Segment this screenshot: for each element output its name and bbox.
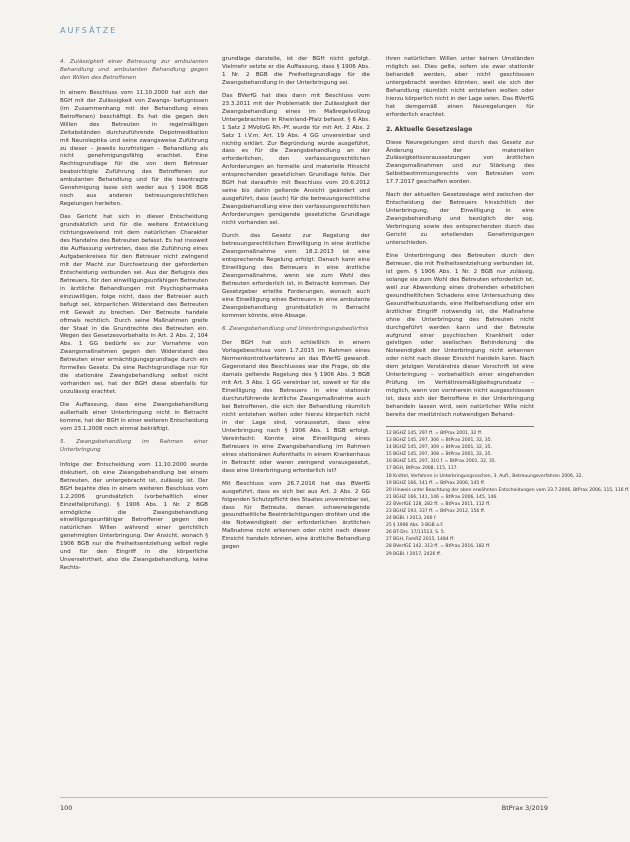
paragraph: Nach der aktuellen Gesetzeslage wird zwischen der Entscheidung der Betreuers hinsichtlich der Unterbringung, der Einwilligung in eine Zwangsbehandlung und bezüglich der sog. Verbringung sowie des entsprechenden durch das Gericht zu erteilenden Genehmigungen unterschieden. (386, 192, 534, 247)
footnote: 26 BT-Drs. 17/11513, S. 5. (386, 530, 446, 536)
paragraph: Das BVerfG hat dies dann mit Beschluss vom 23.3.2011 mit der Problematik der Zulässigkeit der Zwangsbehandlung eines im Maßregelvollzug Untergebrachten in Rheinland-Pfalz befasst. § 6 Abs. 1 Satz 2 MVollzG Rh.-Pf. wurde für mit Art. 2 Abs. 2 Satz 1 i.V.m. Art. 19 Abs. 4 GG unvereinbar und nichtig erklärt. Zur Begründung wurde ausgeführt, dass es für die Zwangsbehandlung an der erforderlichen, den verfassungsrechtlichen Anforderungen an formelle und materielle Hinsicht entsprechenden gesetzlichen Grundlage fehle. Der BGH hat daraufhin mit Beschluss vom 20.6.2012 seine bis dahin geltende Ansicht geändert und ausgeführt, dass (auch) für die betreuungsrechtliche Zwangsbehandlung eine den verfassungsrechtlichen Anforderungen genügende gesetzliche Grundlage nicht vorhanden sei. (222, 92, 370, 227)
column-left (60, 56, 208, 578)
footnote: 28 BVerfGE 142, 313 ff. = BtPrax 2016, 182 ff. (386, 544, 491, 550)
paragraph: Mit Beschluss vom 26.7.2016 hat das BVerfG ausgeführt, dass es sich bei aus Art. 2 Abs. 2 GG folgenden Schutzpflicht des Staates unvereinbar sei, dass für Betreute, denen schwerwiegende gesundheitliche Beeinträchtigungen drohten und die die Notwendigkeit der erforderlichen ärztlichen Maßnahme nicht erkennen oder nicht nach dieser Einsicht handeln können, eine ärztliche Behandlung gegen (222, 480, 370, 551)
footnote: 22 BVerfGE 128, 282 ff. = BtPrax 2011, 112 ff. (386, 501, 491, 507)
paragraph: Diese Neuregelungen sind durch das Gesetz zur Änderung der materiellen Zulässigkeitsvoraussetzungen von ärztlichen Zwangsmaßnahmen und zur Stärkung des Selbstbestimmungsrechts von Betreuten vom 17.7.2017 geschaffen worden. (386, 139, 534, 186)
paragraph: Infolge der Entscheidung vom 11.10.2000 wurde diskutiert, ob eine Zwangsbehandlung bei einem Betreuten, der untergebracht ist, zulässig ist. Der BGH bejahte dies in einem weiteren Beschluss vom 1.2.2006 grundsätzlich (vorbehaltlich einer Einzelfallprüfung). § 1906 Abs. 1 Nr. 2 BGB ermögliche die Zwangsbehandlung einwilligungsunfähiger Betroffener gegen den natürlichen Willen während einer gerichtlich genehmigten Unterbringung. Der Ansicht, wonach § 1906 BGB nur die Freiheitsentziehung selbst regle und für den Eingriff in die körperliche Unversehrtheit, also die Zwangsbehandlung, keine Rechts- (60, 461, 208, 572)
column-right (386, 56, 630, 558)
footnote: 23 BGHZ 193, 337 ff. = BtPrax 2012, 156 ff. (386, 509, 486, 515)
footnotes (386, 426, 630, 558)
footnote: 14 BGHZ 145, 297, 309 = BtPrax 2001, 32, 35. (386, 445, 492, 451)
footnote: 24 BGBl. I 2013, 266 f. (386, 516, 437, 522)
paragraph: ihren natürlichen Willen unter keinen Umständen möglich sei. Dies gelte, sofern sie zwar stationär behandelt werden, aber nicht geschlossen untergebracht werden könnten, weil sie sich der Behandlung räumlich nicht entziehen wollen oder hierzu körperlich nicht in der Lage seien. Das BVerfG hat demgemäß einen Neuregelungen für erforderlich erachtet. (386, 56, 534, 118)
footnote: 13 BGHZ 145, 297, 306 = BtPrax 2001, 32, 35. (386, 438, 492, 444)
subheading: 5. Zwangsbehandlung im Rahmen einer Unterbringung (60, 438, 208, 453)
page-number: 100 (60, 804, 73, 812)
paragraph: Das Gericht hat sich in dieser Entscheidung grundsätzlich und für die weitere Entwicklung richtungsweisend mit dem natürlichen Charakter des Handelns des Betreuten befasst. Es hat insoweit die Auffassung vertreten, dass die Zuführung eines Aufgabenkreises für den Betreuer nicht zwingend mit der Macht zur Durchsetzung der geforderten Entscheidung verbunden sei. Aus der Befugnis des Betreuers, für den einwilligungsunfähigen Betreuten in ärztliche Behandlungen mit Psychopharmaka einzuwilligen, folge nicht, dass der Betreuer auch befugt sei, körperlichen Widerstand des Betreuten mit Gewalt zu brechen. Der Betreute handele oftmals rechtlich. Durch seine Maßnahmen greife der Staat in die Grundrechte des Betreuten ein. Wegen des Gesetzesvorbehalts in Art. 2 Abs. 2, 104 Abs. 1 GG bedürfe es zur Vornahme von Zwangsmaßnahmen gegen den Widerstand des Betreuten einer ermächtigungsgrundlage durch ein formelles Gesetz. Da eine Rechtsgrundlage nur für die stationäre Zwangsbehandlung selbst nicht vorhanden sei, hat der BGH diese ebenfalls für unzulässig erachtet. (60, 214, 208, 396)
journal-issue: BtPrax 3/2019 (501, 804, 548, 812)
paragraph: Die Auffassung, dass eine Zwangsbehandlung außerhalb einer Unterbringung nicht in Betracht komme, hat der BGH in einer weiteren Entscheidung vom 23.1.2008 noch einmal bekräftigt. (60, 402, 208, 432)
footnote: 21 BGHZ 166, 141, 146 = BtPrax 2006, 145, 146. (386, 494, 498, 500)
paragraph: Durch das Gesetz zur Regelung der betreuungsrechtlichen Einwilligung in eine ärztliche Zwangsmaßnahme vom 18.2.2013 ist eine entsprechende Regelung erfolgt. Danach kann eine Einwilligung des Betreuers in eine ärztliche Zwangsmaßnahme, wenn sie zum Wohl des Betreuten erforderlich ist, in Betracht kommen. Der Gesetzgeber erteilte Forderungen, wonach auch eine Einwilligung eines Betreuers in eine ambulante Zwangsbehandlung grundsätzlich in Betracht kommen könnte, eine Absage. (222, 233, 370, 319)
footnote: 15 BGHZ 145, 297, 308 = BtPrax 2001, 32, 35. (386, 452, 492, 458)
footnote: 20 Hinweis unter Beachtung der oben erwähnten Entscheidungen vom 23.7.2006, BtPrax 2006, 115, 116 ff. (386, 487, 630, 493)
footnote: 19 BGHZ 166, 141 ff. = BtPrax 2006, 145 ff. (386, 480, 486, 486)
footnote: 25 § 1906 Abs. 3 BGB a.F. (386, 523, 444, 529)
paragraph: Eine Unterbringung des Betreuten durch den Betreuer, die mit Freiheitsentziehung verbunden ist, ist gem. § 1906 Abs. 1 Nr. 2 BGB nur zulässig, solange sie zum Wohl des Betreuten erforderlich ist, weil zur Abwendung eines drohenden erheblichen gesundheitlichen Schadens eine Untersuchung des Gesundheitszustands, eine Heilbehandlung oder ein ärztlicher Eingriff notwendig ist, die Maßnahme ohne die Unterbringung des Betreuten nicht durchgeführt werden kann und der Betreute aufgrund einer psychischen Krankheit oder geistigen oder seelischen Behinderung die Notwendigkeit der Unterbringung nicht erkennen oder nicht nach dieser Einsicht handeln kann. Nach dem jetzigen Verständnis dieser Vorschrift ist eine Unterbringung – vorbehaltlich einer eingehenden Prüfung im Verhältnismäßigkeitsgrundsatz – möglich, wenn von vornherein nicht ausgeschlossen ist, dass sich der Betroffene in der Unterbringung behandeln lassen wird, sein natürlicher Wille nicht bereits der medizinisch notwendigen Behand- (386, 252, 534, 419)
paragraph: Der BGH hat sich schließlich in einem Vorlagebeschluss vom 1.7.2015 im Rahmen eines Normenkontrollverfahrens an das BVerfG gewandt. Gegenstand des Beschlusses war die Frage, ob die damals geltende Regelung des § 1906 Abs. 3 BGB mit Art. 3 Abs. 1 GG vereinbar ist, soweit er für die Einwilligung des Betreuers in eine stationär durchzuführende ärztliche Zwangsmaßnahme auch bei Betroffenen, die sich der Behandlung räumlich nicht entziehen wollen oder hierzu körperlich nicht in der Lage sind, voraussetzt, dass eine Unterbringung nach § 1906 Abs. 1 BGB erfolgt. Vereinfacht: Konnte eine Einwilligung eines Betreuers in eine Zwangsbehandlung im Rahmen eines stationären Aufenthalts in einem Krankenhaus in Betracht oder waren zwingend vorausgesetzt, dass eine Unterbringung erforderlich ist? (222, 340, 370, 474)
column-middle (222, 56, 370, 557)
footnote: 12 BGHZ 145, 297 ff. = BtPrax 2001, 32 ff. (386, 430, 483, 436)
paragraph: In einem Beschluss vom 11.10.2000 hat sich der BGH mit der Zulässigkeit von Zwangs- befugnissen (im Zusammenhang mit der Behandlung eines Betroffenen) beschäftigt. Es hat die gegen den Willen des Betreuten in regelmäßigen Zeitabständen durchzuführende Depotmedikation mit Neuroleptika und seine zwangsweise Zuführung zu dieser – jeweils kurzfristigen – Behandlung als nicht genehmigungsfähig erachtet. Eine Rechtsgrundlage für die von dem Betreuer beabsichtigte Zuführung des Betroffenen zur ambulanten Behandlung und für die beantragte Genehmigung lasse sich weder aus § 1906 BGB noch aus anderen betreuungsrechtlichen Regelungen herleiten. (60, 89, 208, 208)
page-footer (60, 797, 548, 812)
section-header: AUFSÄTZE (60, 26, 118, 35)
footnote: 16 BGHZ 145, 297, 310 f. = BtPrax 2001, 32, 35. (386, 459, 497, 465)
footnote: 29 BGBl. I 2017, 2426 ff. (386, 551, 442, 557)
paragraph: grundlage darstelle, ist der BGH nicht gefolgt. Vielmehr setzte er die Auffassung, dass § 1906 Abs. 1 Nr. 2 BGB die Freiheitsgrundlage für die Zwangsbehandlung in der Unterbringung sei. (222, 56, 370, 86)
subheading: 4. Zulässigkeit einer Betreuung zur ambulanten Behandlung und ambulanten Behandlung gegen den Willen des Betroffenen (60, 59, 208, 81)
footnote: 27 BGH, FamRZ 2015, 1484 ff. (386, 537, 455, 543)
footnote: 17 BGH, BtPrax 2008, 115, 117. (386, 466, 458, 472)
subheading: 6. Zwangsbehandlung und Unterbringungsbedürfnis (222, 325, 369, 332)
footnote: 18 Knittel, Verfahren in Unterbringungssachen, 3. Aufl., Betreuungsverfahren 2006, 32. (386, 473, 583, 479)
section-heading: 2. Aktuelle Gesetzeslage (386, 125, 473, 133)
